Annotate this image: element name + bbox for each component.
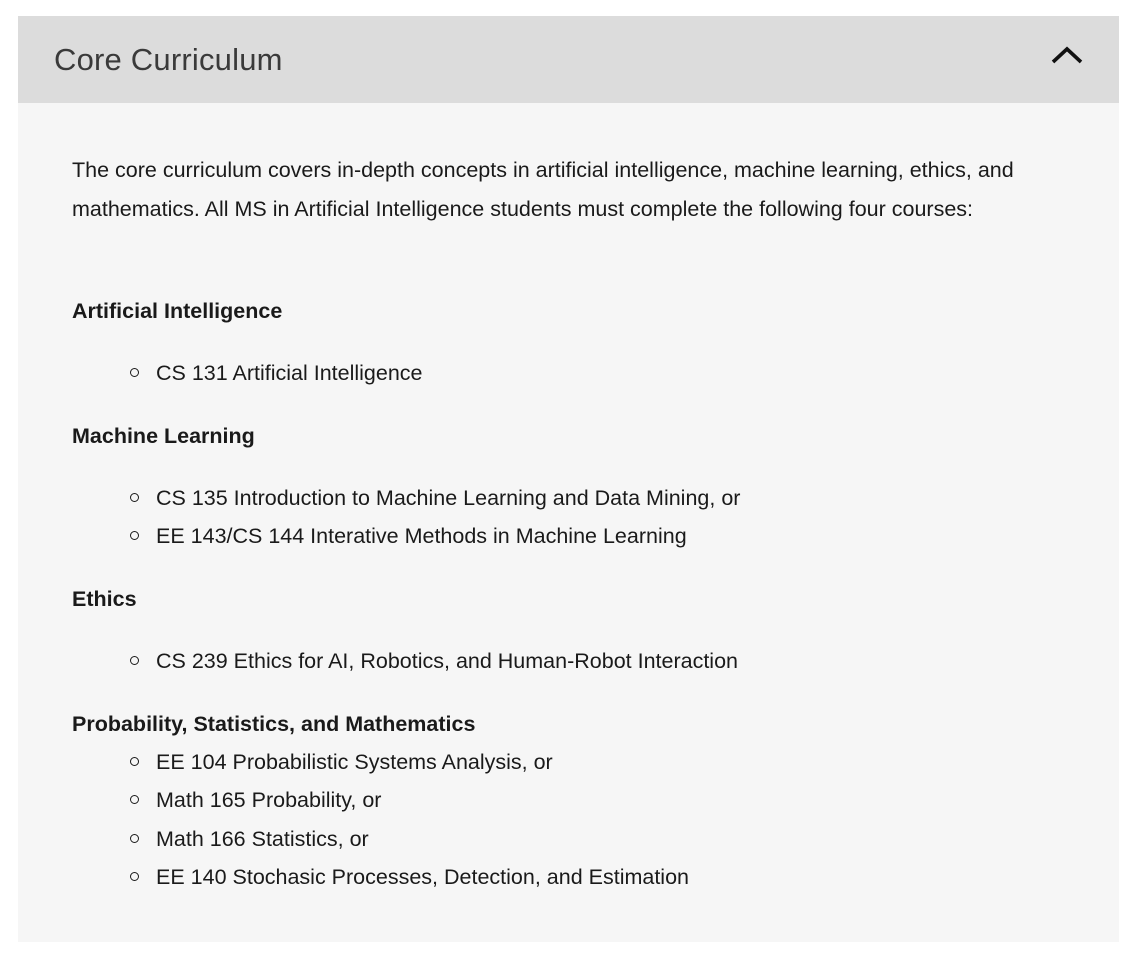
- list-item: [130, 646, 738, 684]
- circle-bullet-icon: [130, 656, 139, 665]
- collapse-toggle-button[interactable]: [1048, 40, 1088, 70]
- course-label: CS 135 Introduction to Machine Learning and Data Mining, or: [156, 486, 741, 510]
- course-label: EE 143/CS 144 Interative Methods in Machine Learning: [156, 524, 687, 549]
- course-label: EE 104 Probabilistic Systems Analysis, or: [156, 750, 553, 774]
- circle-bullet-icon: [130, 531, 139, 540]
- course-label: CS 239 Ethics for AI, Robotics, and Human-Robot Interaction: [156, 649, 738, 673]
- circle-bullet-icon: [130, 834, 139, 843]
- list-item: [130, 862, 689, 900]
- section-heading-artificial-intelligence: Artificial Intelligence: [72, 299, 283, 323]
- course-list-artificial-intelligence: [130, 358, 423, 396]
- list-item: [130, 747, 689, 785]
- accordion-header[interactable]: [18, 16, 1119, 103]
- list-item: [130, 824, 689, 862]
- circle-bullet-icon: [130, 493, 139, 502]
- list-item: [130, 358, 423, 396]
- list-item: [130, 483, 740, 521]
- course-label: CS 131 Artificial Intelligence: [156, 361, 423, 385]
- course-list-ethics: [130, 646, 738, 684]
- accordion-title: Core Curriculum: [54, 42, 283, 77]
- course-label: Math 165 Probability, or: [156, 788, 382, 813]
- course-label: EE 140 Stochasic Processes, Detection, and Estimation: [156, 864, 689, 889]
- circle-bullet-icon: [130, 872, 139, 881]
- circle-bullet-icon: [130, 795, 139, 804]
- course-label: Math 166 Statistics, or: [156, 826, 369, 851]
- core-curriculum-accordion: [18, 16, 1119, 942]
- list-item: [130, 521, 740, 559]
- section-heading-ethics: Ethics: [72, 587, 137, 611]
- section-heading-probability-statistics-mathematics: Probability, Statistics, and Mathematics: [72, 712, 476, 736]
- circle-bullet-icon: [130, 368, 139, 377]
- course-list-machine-learning: [130, 483, 740, 560]
- list-item: [130, 785, 689, 823]
- course-list-probability-statistics-mathematics: [130, 747, 689, 900]
- circle-bullet-icon: [130, 757, 139, 766]
- intro-paragraph: The core curriculum covers in-depth concepts in artificial intelligence, machine learning, ethics, and mathematics. All MS in Artificial Intelligence students must complete the following four courses:: [72, 158, 1014, 221]
- section-heading-machine-learning: Machine Learning: [72, 424, 255, 448]
- chevron-up-icon: [1048, 40, 1088, 70]
